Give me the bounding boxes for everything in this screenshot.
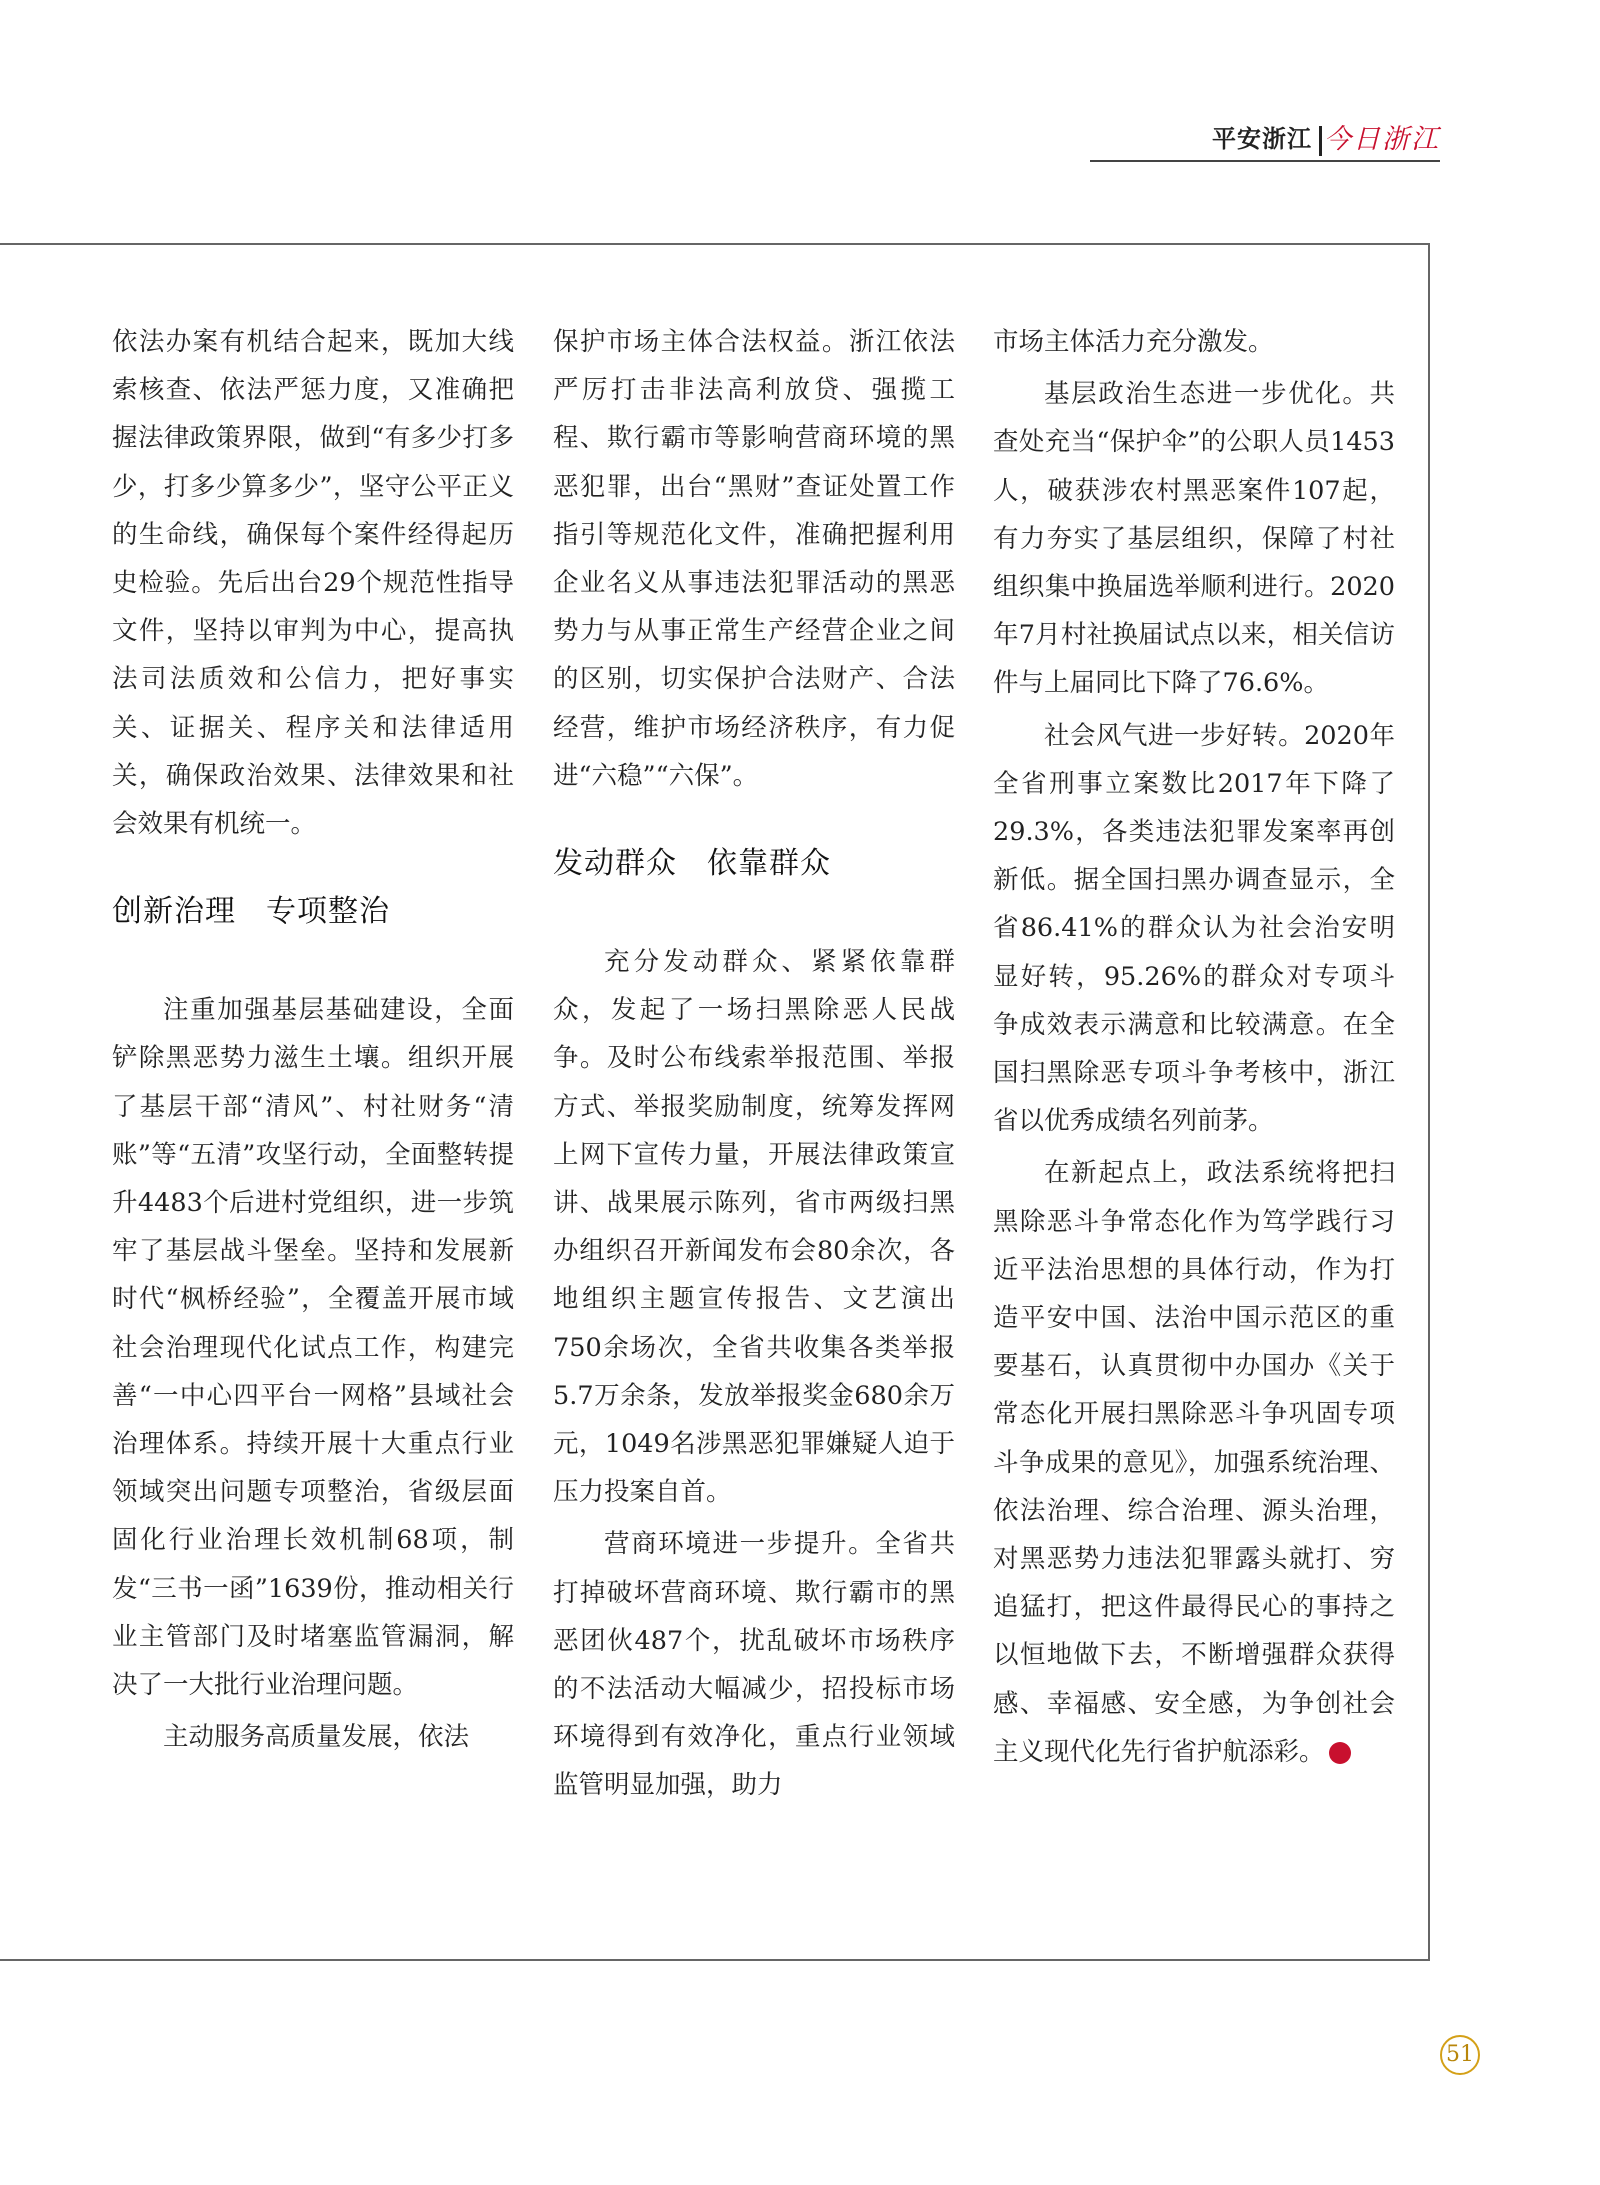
section-heading	[553, 844, 955, 884]
paragraph-body: 共查处充当“保护伞”的公职人员1453人，破获涉农村黑恶案件107起，有力夯实了基层组织，保障了村社组织集中换届选举顺利进行。2020年7月村社换届试点以来，相关信访件与上届同比下降了76.6%。	[993, 379, 1395, 699]
paragraph-lead: 主动服务高质量发展，依法	[163, 1722, 470, 1753]
paragraph	[993, 370, 1395, 707]
column-3	[993, 318, 1395, 1918]
paragraph-lead: 营商环境进一步提升。	[604, 1529, 876, 1560]
column-2	[553, 318, 955, 1918]
paragraph	[993, 1149, 1395, 1776]
paragraph	[112, 986, 514, 1709]
header-divider	[1319, 126, 1322, 156]
paragraph-body: 在新起点上，政法系统将把扫黑除恶斗争常态化作为笃学践行习近平法治思想的具体行动，作为打造平安中国、法治中国示范区的重要基石，认真贯彻中办国办《关于常态化开展扫黑除恶斗争巩固专项斗争成果的意见》，加强系统治理、依法治理、综合治理、源头治理，对黑恶势力违法犯罪露头就打、穷追猛打，把这件最得民心的事持之以恒地做下去，不断增强群众获得感、幸福感、安全感，为争创社会主义现代化先行省护航添彩。	[993, 1158, 1395, 1767]
heading-part: 创新治理	[112, 894, 236, 930]
paragraph	[112, 1713, 514, 1761]
section-title: 平安浙江	[1212, 125, 1312, 153]
paragraph-lead: 基层政治生态进一步优化。	[1044, 379, 1370, 410]
paragraph-body: 2020年全省刑事立案数比2017年下降了29.3%，各类违法犯罪发案率再创新低。据全国扫黑办调查显示，全省86.41%的群众认为社会治安明显好转，95.26%的群众对专项斗争成效表示满意和比较满意。在全国扫黑除恶专项斗争考核中，浙江省以优秀成绩名列前茅。	[993, 720, 1395, 1137]
paragraph	[993, 712, 1395, 1146]
heading-part: 发动群众	[553, 846, 677, 882]
paragraph: 依法办案有机结合起来，既加大线索核查、依法严惩力度，又准确把握法律政策界限，做到“有多少打多少，打多少算多少”，坚守公平正义的生命线，确保每个案件经得起历史检验。先后出台29个规范性指导文件，坚持以审判为中心，提高执法司法质效和公信力，把好事实关、证据关、程序关和法律适用关，确保政治效果、法律效果和社会效果有机统一。	[112, 327, 514, 840]
paragraph-body: 全省共打掉破坏营商环境、欺行霸市的黑恶团伙487个，扰乱破坏市场秩序的不法活动大幅减少，招投标市场环境得到有效净化，重点行业领域监管明显加强，助力	[553, 1529, 955, 1801]
end-mark-icon: 今	[1329, 1742, 1351, 1764]
magazine-logo: 今日浙江	[1324, 124, 1440, 155]
column-1	[112, 318, 514, 1918]
paragraph-body: 组织开展了基层干部“清风”、村社财务“清账”等“五清”攻坚行动，全面整转提升4483个后进村党组织，进一步筑牢了基层战斗堡垒。坚持和发展新时代“枫桥经验”，全覆盖开展市域社会治理现代化试点工作，构建完善“一中心四平台一网格”县域社会治理体系。持续开展十大重点行业领域突出问题专项整治，省级层面固化行业治理长效机制68项，制发“三书一函”1639份，推动相关行业主管部门及时堵塞监管漏洞，解决了一大批行业治理问题。	[112, 1043, 514, 1701]
page-header	[1090, 118, 1440, 162]
paragraph	[553, 318, 955, 800]
paragraph-lead: 社会风气进一步好转。	[1044, 720, 1305, 751]
paragraph-body: 浙江依法严厉打击非法高利放贷、强揽工程、欺行霸市等影响营商环境的黑恶犯罪，出台“黑财”查证处置工作指引等规范化文件，准确把握利用企业名义从事违法犯罪活动的黑恶势力与从事正常生产经营企业之间的区别，切实保护合法财产、合法经营，维护市场经济秩序，有力促进“六稳”“六保”。	[553, 327, 955, 791]
paragraph	[553, 1520, 955, 1809]
paragraph-lead: 保护市场主体合法权益。	[553, 327, 849, 357]
heading-part: 专项整治	[266, 894, 390, 930]
section-heading	[112, 892, 514, 932]
paragraph: 充分发动群众、紧紧依靠群众，发起了一场扫黑除恶人民战争。及时公布线索举报范围、举报方式、举报奖励制度，统筹发挥网上网下宣传力量，开展法律政策宣讲、战果展示陈列，省市两级扫黑办组织召开新闻发布会80余次，各地组织主题宣传报告、文艺演出750余场次，全省共收集各类举报5.7万余条，发放举报奖金680余万元，1049名涉黑恶犯罪嫌疑人迫于压力投案自首。	[553, 947, 955, 1508]
paragraph: 市场主体活力充分激发。	[993, 327, 1274, 357]
paragraph-lead: 注重加强基层基础建设，全面铲除黑恶势力滋生土壤。	[112, 995, 514, 1074]
heading-part: 依靠群众	[707, 846, 831, 882]
page-number: 51	[1440, 2035, 1480, 2075]
